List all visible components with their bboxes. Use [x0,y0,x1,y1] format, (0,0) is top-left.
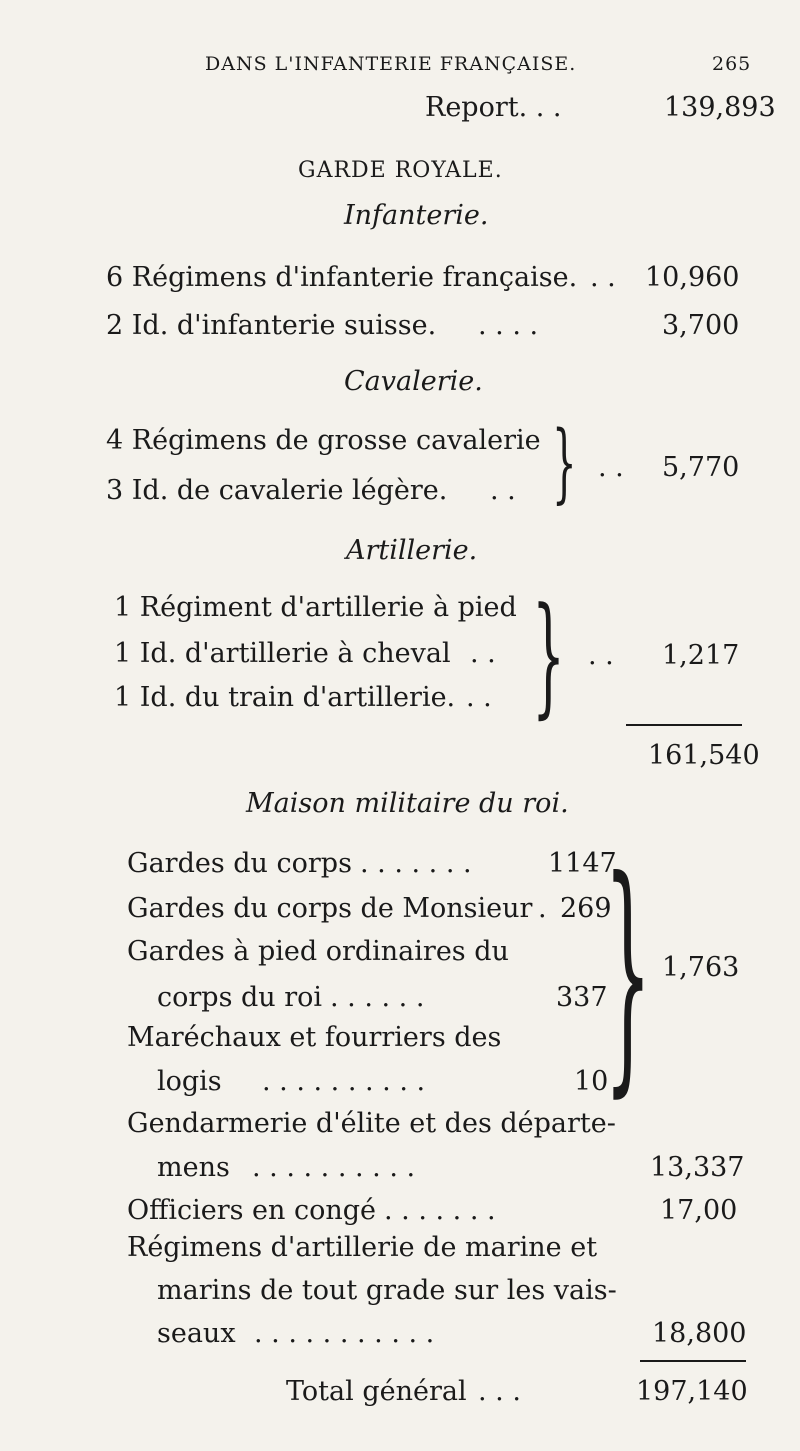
row-infanterie-francaise-dots: . . [590,262,616,293]
report-value: 139,893 [664,92,776,123]
row-officiers-label: Officiers en congé [127,1195,377,1226]
row-cavalerie-legere-dots: . . [490,475,516,506]
row-gardes-a-pied-label: Gardes à pied ordinaires du [127,936,509,967]
row-gendarmerie-label: Gendarmerie d'élite et des départe- [127,1108,616,1139]
cavalerie-value: 5,770 [662,452,740,483]
row-marechaux-label: Maréchaux et fourriers des [127,1022,502,1053]
row-logis-value: 10 [574,1066,609,1097]
artillerie-value-dots: . . [588,640,614,671]
artillerie-value: 1,217 [662,640,740,671]
row-logis-dots: . . . . . . . . . . [262,1066,426,1097]
row-seaux-dots: . . . . . . . . . . . [254,1318,435,1349]
row-mens-dots: . . . . . . . . . . [252,1152,416,1183]
heading-maison-militaire: Maison militaire du roi. [246,788,569,819]
heading-artillerie: Artillerie. [346,535,478,566]
row-artillerie-cheval-dots: . . [470,638,496,669]
total-dots: . . . [478,1376,521,1407]
row-officiers-value: 17,00 [660,1195,738,1226]
row-officiers-dots: . . . . . . . [384,1195,496,1226]
row-infanterie-suisse-dots: . . . . [478,310,539,341]
row-corps-du-roi-label: corps du roi [157,982,323,1013]
row-train-artillerie-dots: . . [466,682,492,713]
row-grosse-cavalerie-label: 4 Régimens de grosse cavalerie [106,425,541,456]
row-mens-value: 13,337 [650,1152,745,1183]
row-gardes-monsieur-value: 269 [560,893,612,924]
row-artillerie-cheval-label: 1 Id. d'artillerie à cheval [114,638,451,669]
row-gardes-du-corps-label: Gardes du corps [127,848,352,879]
row-gardes-du-corps-dots: . . . . . . . [360,848,472,879]
row-infanterie-suisse-value: 3,700 [662,310,740,341]
brace-maison: } [604,827,652,1118]
page-number: 265 [712,53,752,75]
row-marins-label: marins de tout grade sur les vais- [157,1275,617,1306]
total-label: Total général [286,1376,467,1407]
total-rule [640,1360,746,1362]
row-gardes-du-corps-value: 1147 [548,848,617,879]
subtotal-value: 161,540 [648,740,760,771]
row-gardes-monsieur-label: Gardes du corps de Monsieur [127,893,533,924]
row-seaux-label: seaux [157,1318,236,1349]
row-artillerie-pied-label: 1 Régiment d'artillerie à pied [114,592,517,623]
row-corps-du-roi-dots: . . . . . . [330,982,425,1013]
row-infanterie-francaise-label: 6 Régimens d'infanterie française. [106,262,578,293]
row-train-artillerie-label: 1 Id. du train d'artillerie. [114,682,456,713]
row-mens-label: mens [157,1152,230,1183]
section-title-garde-royale: GARDE ROYALE. [298,158,503,183]
row-infanterie-suisse-label: 2 Id. d'infanterie suisse. [106,310,437,341]
heading-infanterie: Infanterie. [344,200,489,231]
row-infanterie-francaise-value: 10,960 [645,262,740,293]
heading-cavalerie: Cavalerie. [344,366,483,397]
row-corps-du-roi-value: 337 [556,982,608,1013]
row-seaux-value: 18,800 [652,1318,747,1349]
report-label: Report. . . [425,92,562,123]
total-value: 197,140 [636,1376,748,1407]
row-cavalerie-legere-label: 3 Id. de cavalerie légère. [106,475,448,506]
brace-cavalerie: } [552,413,577,513]
running-title: DANS L'INFANTERIE FRANÇAISE. [205,53,577,75]
row-logis-label: logis [157,1066,222,1097]
row-regimens-marine-label: Régimens d'artillerie de marine et [127,1232,598,1263]
cavalerie-value-dots: . . [598,452,624,483]
brace-artillerie: } [532,579,566,731]
row-gardes-monsieur-dots: . [538,893,547,924]
subtotal-rule [626,724,742,726]
maison-group-total: 1,763 [662,952,740,983]
